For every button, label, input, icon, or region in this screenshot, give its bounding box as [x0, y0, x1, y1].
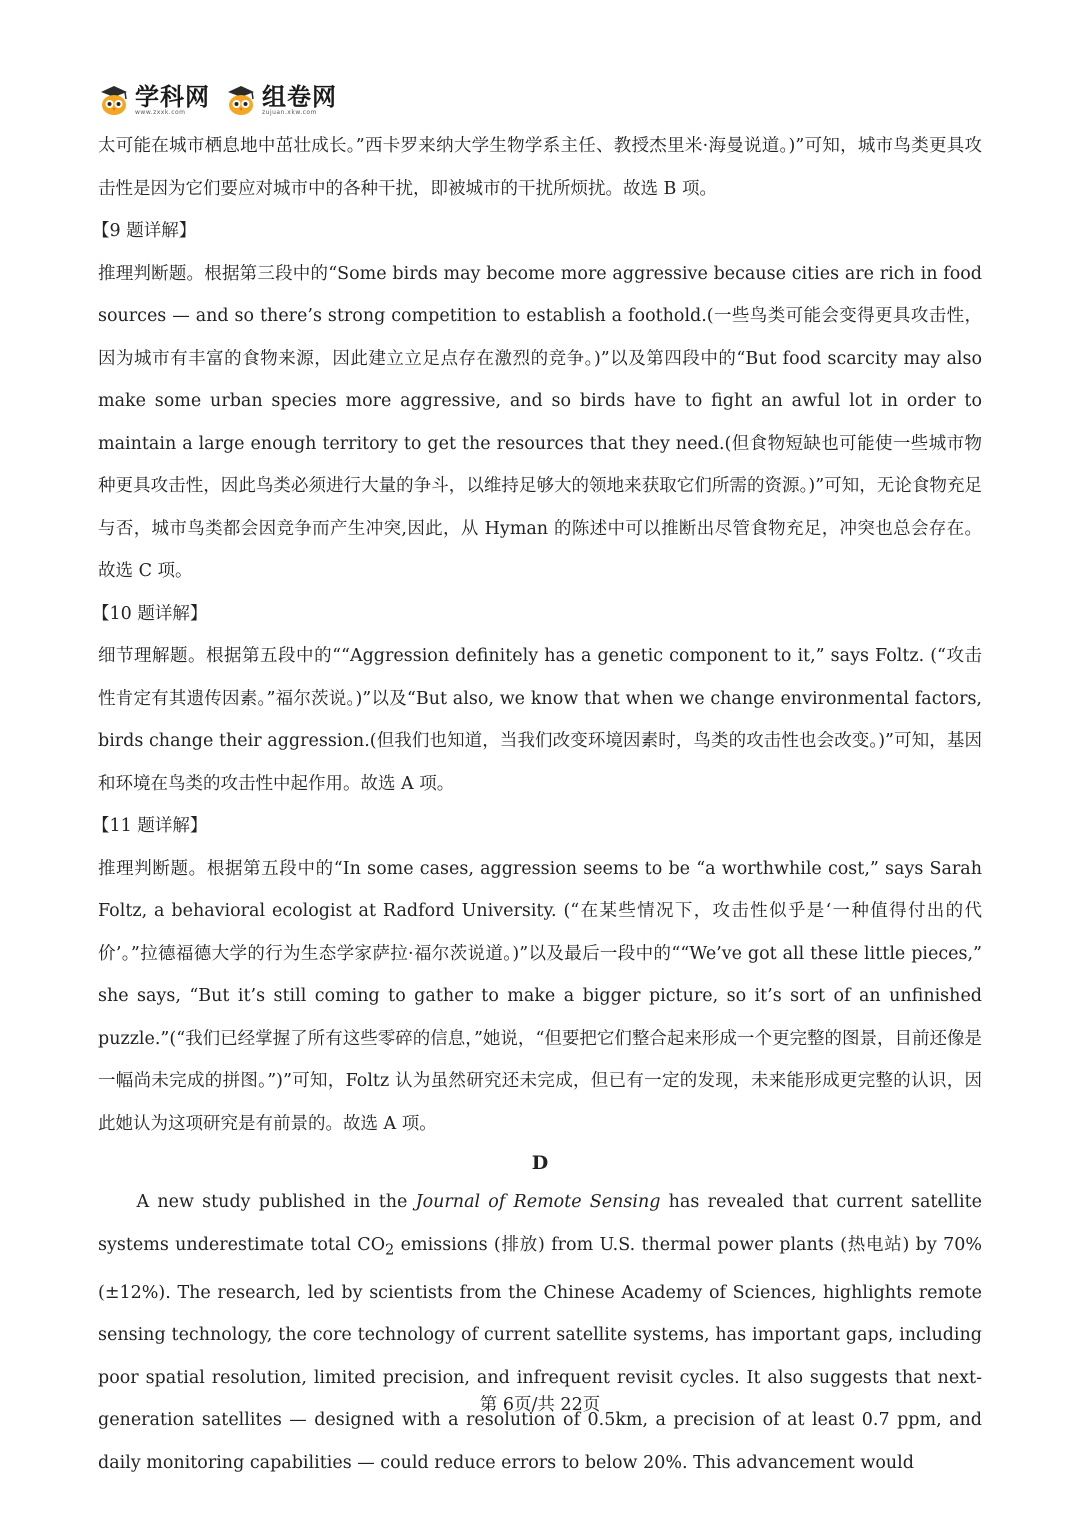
logo-url: zujuan.xkw.com [262, 108, 317, 116]
heading-q11: 【11 题详解】 [92, 816, 208, 836]
heading-q9: 【9 题详解】 [92, 221, 197, 241]
section-title-d: D [531, 1152, 549, 1174]
passage-d-text-3: emissions (排放) from U.S. thermal power plants (热电站) by 70% (±12%). The research, led by scientists from the Chinese Academy of Sciences, highlights remote sensing technology, the core technology of current satellite systems, has important gaps, including poor spatial resolution, limited precision, and infrequent revisit cycles. It also suggests that next-generation satellites — designed with a resolution of 0.5km, a precision of at least 0.7 ppm, and daily monitoring capabilities — could reduce errors to below 20%. This advancement would [98, 1234, 983, 1473]
owl-mascot-icon [224, 83, 258, 117]
owl-mascot-icon [97, 83, 131, 117]
paragraph-q9: 推理判断题。根据第三段中的“Some birds may become more aggressive because cities are rich in food sources — and so there’s strong competition to establish a foothold.(一些鸟类可能会变得更具攻击性，因为城市有丰富的食物来源，因此建立立足点存在激烈的竞争。)”以及第四段中的“But food scarcity may also make some urban species more aggressive, and so birds have to fight an awful lot in order to maintain a large enough territory to get the resources that they need.(但食物短缺也可能使一些城市物种更具攻击性，因此鸟类必须进行大量的争斗，以维持足够大的领地来获取它们所需的资源。)”可知，无论食物充足与否，城市鸟类都会因竞争而产生冲突,因此，从 Hyman 的陈述中可以推断出尽管食物充足，冲突也总会存在。故选 C 项。 [98, 263, 982, 581]
passage-d-paragraph [98, 1181, 982, 1484]
paragraph-q11: 推理判断题。根据第五段中的“In some cases, aggression seems to be “a worthwhile cost,” says Sarah Foltz, a behavioral ecologist at Radford University. (“在某些情况下，攻击性似乎是‘一种值得付出的代价’。”拉德福德大学的行为生态学家萨拉·福尔茨说道。)”以及最后一段中的““We’ve got all these little pieces,” she says, “But it’s still coming to gather to make a bigger picture, so it’s sort of an unfinished puzzle.”(“我们已经掌握了所有这些零碎的信息，”她说，“但要把它们整合起来形成一个更完整的图景，目前还像是一幅尚未完成的拼图。”)”可知，Foltz 认为虽然研究还未完成，但已有一定的发现，未来能形成更完整的认识，因此她认为这项研究是有前景的。故选 A 项。 [98, 858, 982, 1134]
heading-q10: 【10 题详解】 [92, 603, 208, 624]
document-body [92, 125, 983, 1484]
logo-name: 组卷网 [262, 82, 337, 111]
logo-url: www.zxxk.com [135, 108, 186, 116]
paragraph-q10: 细节理解题。根据第五段中的““Aggression definitely has a genetic component to it,” says Foltz. (“攻击性肯定有其遗传因素。”福尔茨说。)”以及“But also, we know that when we change environmental factors, birds change their aggression.(但我们也知道，当我们改变环境因素时，鸟类的攻击性也会改变。)”可知，基因和环境在鸟类的攻击性中起作用。故选 A 项。 [98, 646, 982, 794]
logo-name: 学科网 [135, 82, 210, 111]
co2-subscript: 2 [385, 1241, 395, 1258]
zujuanwang-logo [224, 83, 337, 117]
header-logos [97, 80, 337, 120]
paragraph-q8-continued: 太可能在城市栖息地中茁壮成长。”西卡罗来纳大学生物学系主任、教授杰里米·海曼说道。)”可知，城市鸟类更具攻击性是因为它们要应对城市中的各种干扰，即被城市的干扰所烦扰。故选 B 项。 [98, 136, 982, 199]
page-number: 第 6页/共 22页 [479, 1395, 601, 1415]
passage-d-text-1: A new study published in the [136, 1192, 416, 1212]
passage-d-text-2: has revealed that current satellite systems underestimate total CO [98, 1192, 982, 1255]
xuekewang-logo [97, 83, 210, 117]
journal-title: Journal of Remote Sensing [415, 1192, 661, 1212]
